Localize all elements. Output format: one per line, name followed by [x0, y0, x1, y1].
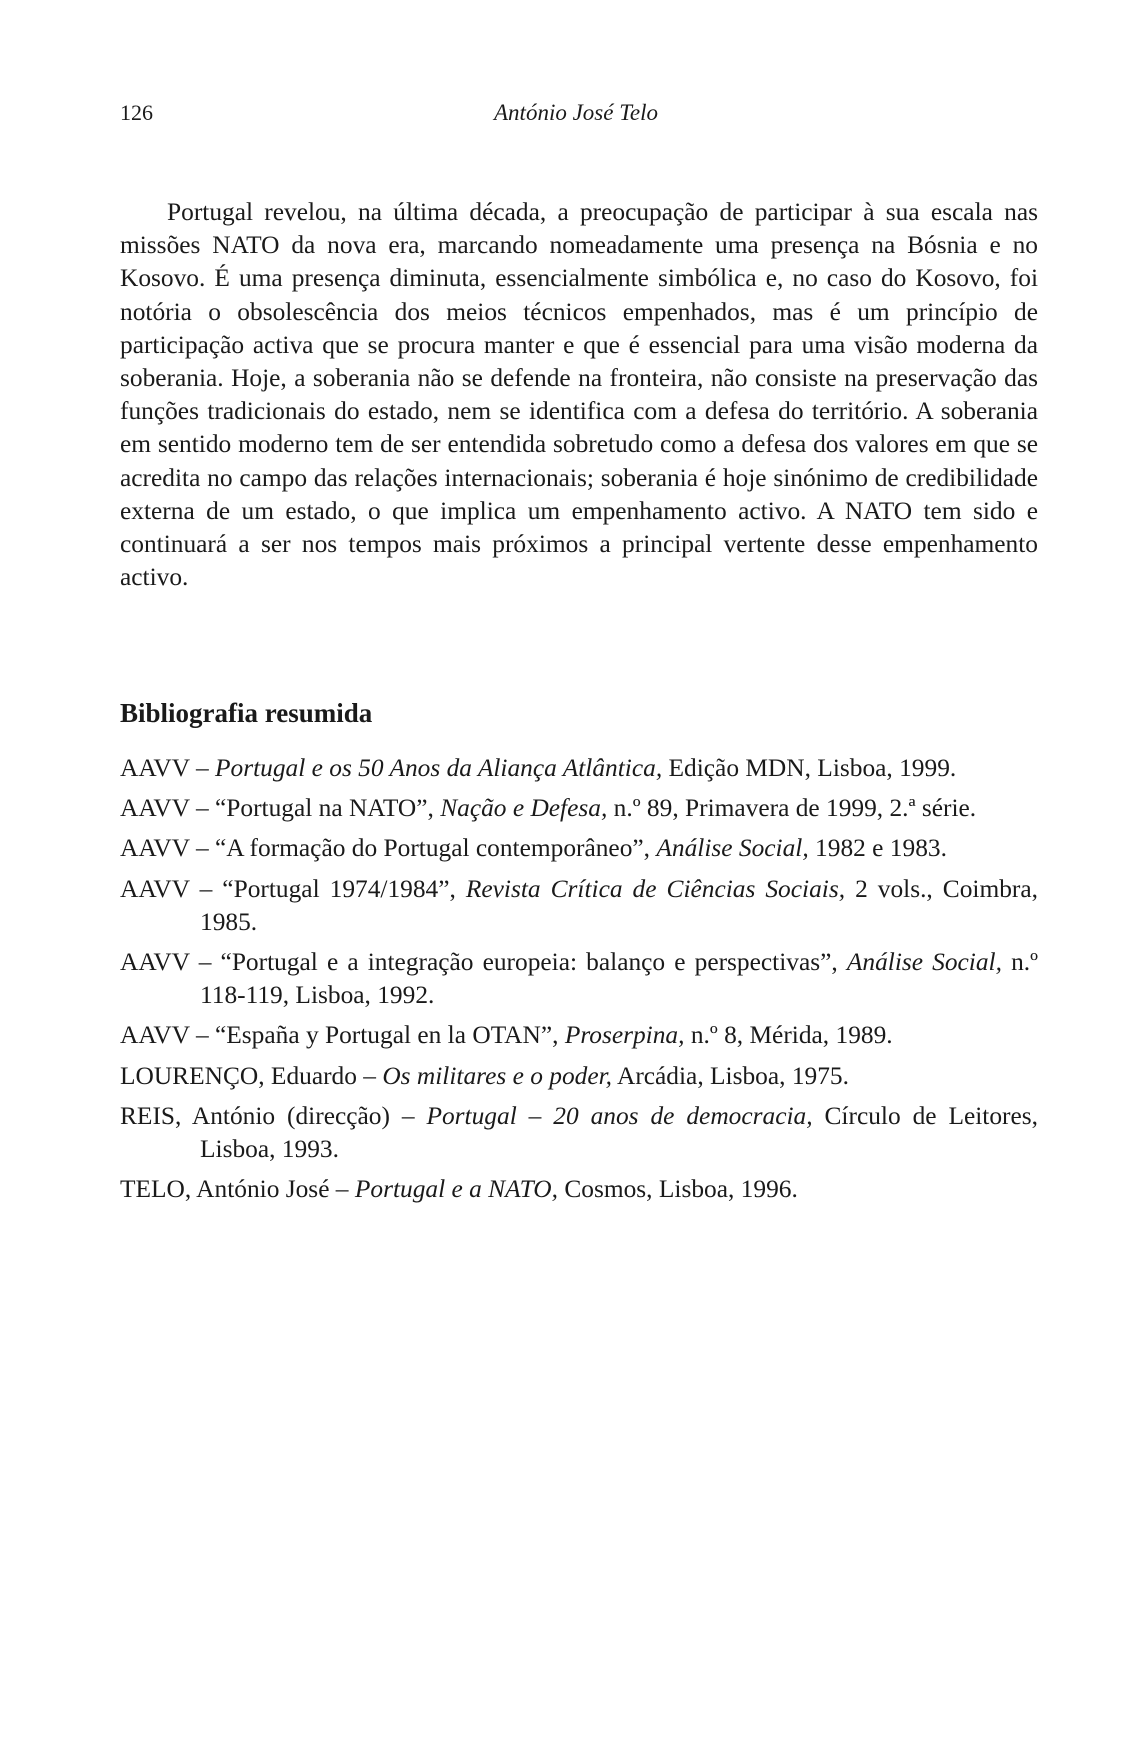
- bibliography-entry: [120, 792, 1038, 825]
- running-title: António José Telo: [494, 100, 658, 125]
- section-heading: Bibliografia resumida: [120, 698, 373, 728]
- entry-details: n.º 118-119, Lisboa, 1992.: [200, 948, 1038, 1010]
- entry-title: Portugal e os 50 Anos da Aliança Atlântica,: [215, 754, 663, 782]
- entry-author: AAVV – “España y Portugal en la OTAN”,: [120, 1021, 565, 1050]
- entry-title: Portugal – 20 anos de democracia,: [426, 1101, 813, 1130]
- bibliography-entry: [120, 1100, 1038, 1166]
- bibliography-entry: [120, 873, 1038, 939]
- entry-details: Arcádia, Lisboa, 1975.: [612, 1061, 849, 1090]
- entry-title: Nação e Defesa,: [440, 794, 608, 823]
- entry-details: Cosmos, Lisboa, 1996.: [558, 1175, 798, 1204]
- entry-title: Os militares e o poder,: [382, 1061, 613, 1090]
- entry-author: REIS, António (direcção) –: [120, 1101, 427, 1130]
- bibliography-entry: [120, 1173, 1038, 1206]
- bibliography-entry: [120, 832, 1038, 865]
- entry-details: Círculo de Leitores, Lisboa, 1993.: [200, 1101, 1038, 1164]
- entry-author: AAVV –: [120, 754, 216, 782]
- body-paragraph: Portugal revelou, na última década, a preocupação de participar à sua escala nas missões NATO da nova era, marcando nomeadamente uma presença na Bósnia e no Kosovo. É uma presença diminuta, essencialmente simbólica e, no caso do Kosovo, foi notória o obsolescência dos meios técnicos empenhados, mas é um princípio de participação activa que se procura manter e que é essencial para uma visão moderna da soberania. Hoje, a soberania não se defende na fronteira, não consiste na preservação das funções tradicionais do estado, nem se identifica com a defesa do território. A soberania em sentido moderno tem de ser entendida sobretudo como a defesa dos valores em que se acredita no campo das relações internacionais; soberania é hoje sinónimo de credibilidade externa de um estado, o que implica um empenhamento activo. A NATO tem sido e continuará a ser nos tempos mais próximos a principal vertente desse empenhamento activo.: [120, 198, 1038, 592]
- bibliography-list: [120, 752, 1038, 1213]
- entry-details: Edição MDN, Lisboa, 1999.: [662, 754, 957, 782]
- entry-details: 2 vols., Coimbra, 1985.: [200, 874, 1038, 936]
- entry-title: Análise Social,: [846, 948, 1002, 977]
- running-head: [120, 100, 1032, 134]
- entry-author: AAVV – “Portugal e a integração europeia: balanço e perspectivas”,: [120, 948, 847, 977]
- entry-author: AAVV – “Portugal 1974/1984”,: [120, 874, 466, 903]
- entry-details: n.º 8, Mérida, 1989.: [684, 1021, 893, 1050]
- entry-title: Análise Social,: [656, 834, 809, 863]
- entry-author: LOURENÇO, Eduardo –: [120, 1061, 383, 1090]
- entry-details: n.º 89, Primavera de 1999, 2.ª série.: [607, 794, 977, 823]
- bibliography-entry: [120, 1060, 1038, 1093]
- bibliography-entry: [120, 752, 1038, 785]
- entry-title: Revista Crítica de Ciências Sociais,: [465, 874, 846, 903]
- bibliography-entry: [120, 946, 1038, 1012]
- entry-author: AAVV – “Portugal na NATO”,: [120, 794, 441, 823]
- entry-title: Portugal e a NATO,: [354, 1175, 558, 1204]
- entry-title: Proserpina,: [564, 1021, 685, 1050]
- entry-details: 1982 e 1983.: [808, 834, 947, 863]
- bibliography-entry: [120, 1019, 1038, 1052]
- page-number: 126: [120, 100, 153, 125]
- entry-author: AAVV – “A formação do Portugal contemporâneo”,: [120, 834, 657, 863]
- entry-author: TELO, António José –: [120, 1175, 355, 1204]
